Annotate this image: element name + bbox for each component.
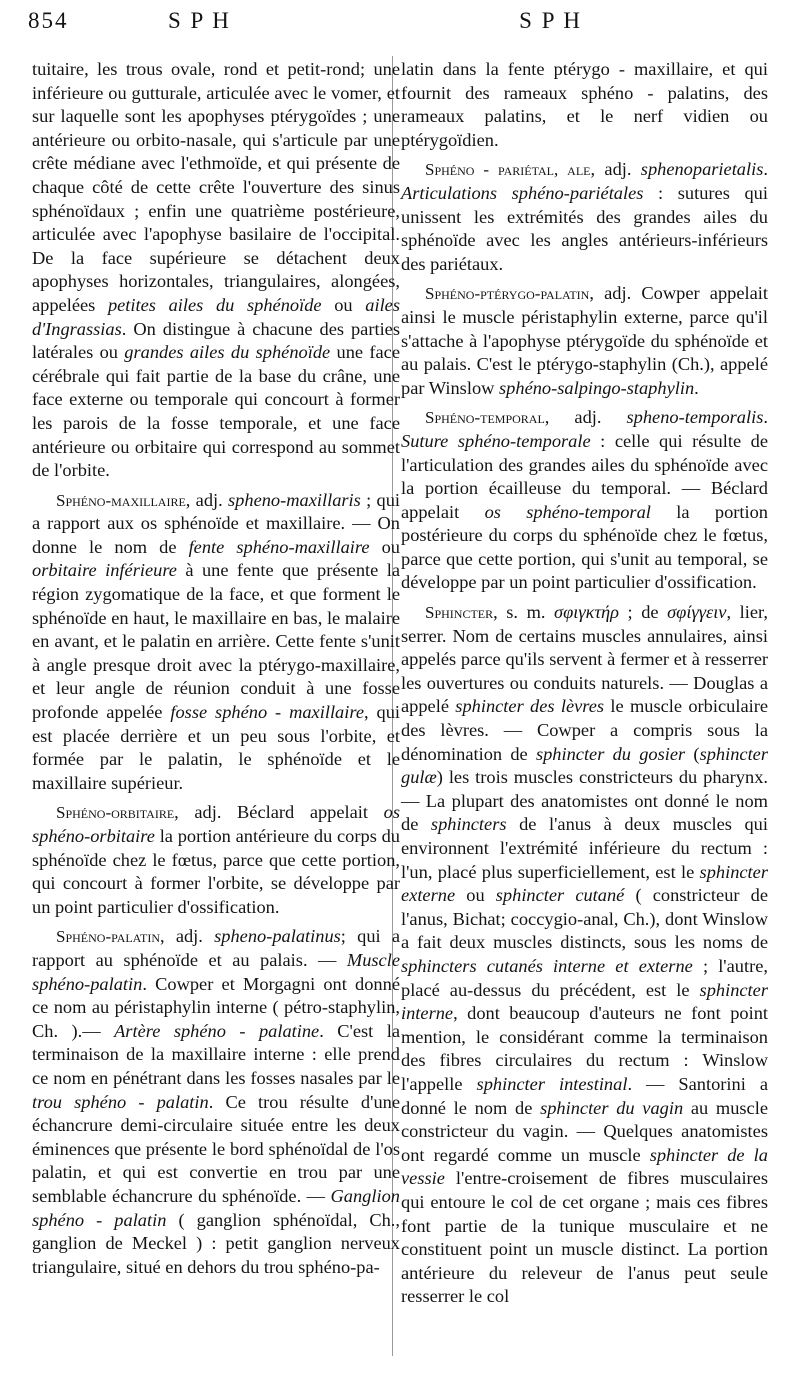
entry-spheno-orbitaire: Sphéno-orbitaire, adj. Béclard appelait os sphéno-orbitaire la portion antérieure du corps du sphénoïde chez le fœtus, parce que cette portion, qui concourt à former l'orbite, se développe par un point particulier d'ossification.	[32, 802, 400, 917]
paragraph-continued: tuitaire, les trous ovale, rond et petit-rond; une inférieure ou gutturale, articulée avec le vomer, et sur laquelle sont les apophyses ptérygoïdes ; une antérieure ou orbito-nasale, qui s'articule par une crête médiane avec l'ethmoïde, et qui présente de chaque côté de cette crête l'ouverture des sinus sphénoïdaux ; enfin une quatrième postérieure, articulée avec l'apophyse basilaire de l'occipital. De la face supérieure se détachent deux apophyses horizontales, triangulaires, alongées, appelées petites ailes du sphénoïde ou ailes d'Ingrassias. On distingue à chacune des parties latérales ou grandes ailes du sphénoïde une face cérébrale qui fait partie de la base du crâne, une face externe ou temporale qui concourt à former les parois de la fosse temporale, et une face antérieure ou orbitaire qui correspond au sommet de l'orbite.	[32, 59, 400, 481]
running-head	[28, 8, 772, 40]
entry-spheno-pterygo-palatin: Sphéno-ptérygo-palatin, adj. Cowper appelait ainsi le muscle péristaphylin externe, parce qu'il s'attache à l'apophyse ptérygoïde du sphénoïde et au palais. C'est le ptérygo-staphylin (Ch.), appelé par Winslow sphéno-salpingo-staphylin.	[401, 283, 768, 398]
headword: Sphéno-ptérygo-palatin	[425, 284, 590, 304]
headword: Sphéno-temporal	[425, 408, 545, 428]
headword: Sphéno-orbitaire	[56, 803, 175, 823]
page-number: 854	[28, 8, 69, 33]
left-column	[32, 58, 400, 1279]
paragraph-continued: latin dans la fente ptérygo - maxillaire, et qui fournit des rameaux sphéno - palatins, des rameaux palatins, et le nerf vidien ou ptérygoïdien.	[401, 59, 768, 150]
headword: Sphéno-maxillaire	[56, 490, 186, 510]
running-head-left: S P H	[168, 8, 231, 33]
headword: Sphincter	[425, 603, 494, 623]
entry-sphincter: Sphincter, s. m. σφιγκτήρ ; de σφίγγειν, lier, serrer. Nom de certains muscles annulaires, ainsi appelés parce qu'ils servent à fermer et à resserrer les ouvertures ou conduits naturels. — Douglas a appelé sphincter des lèvres le muscle orbiculaire des lèvres. — Cowper a compris sous la dénomination de sphincter du gosier (sphincter gulæ) les trois muscles constricteurs du pharynx. — La plupart des anatomistes ont donné le nom de sphincters de l'anus à deux muscles qui environnent l'extrémité inférieure du rectum : l'un, placé plus superficiellement, est le sphincter externe ou sphincter cutané ( constricteur de l'anus, Bichat; coccygio-anal, Ch.), dont Winslow a fait deux muscles distincts, sous les noms de sphincters cutanés interne et externe ; l'autre, placé au-dessus du précédent, est le sphincter interne, dont beaucoup d'auteurs ne font point mention, le considérant comme la terminaison des fibres circulaires du rectum : Winslow l'appelle sphincter intestinal. — Santorini a donné le nom de sphincter du vagin au muscle constricteur du vagin. — Quelques anatomistes ont regardé comme un muscle sphincter de la vessie l'entre-croisement de fibres musculaires qui entoure le col de cet organe ; mais ces fibres font partie de la tunique musculaire et ne constituent point un muscle distinct. La portion antérieure du releveur de l'anus peut seule resserrer le col	[401, 602, 769, 1307]
headword: Sphéno - pariétal, ale	[425, 160, 591, 180]
right-column	[401, 58, 768, 1309]
entry-spheno-parietal: Sphéno - pariétal, ale, adj. sphenoparietalis. Articulations sphéno-pariétales : sutures qui unissent les extrémités des grandes ailes du sphénoïde avec les angles antérieurs-inférieurs des pariétaux.	[401, 159, 768, 274]
entry-spheno-temporal: Sphéno-temporal, adj. spheno-temporalis. Suture sphéno-temporale : celle qui résulte de l'articulation des grandes ailes du sphénoïde avec la portion écailleuse du temporal. — Béclard appelait os sphéno-temporal la portion postérieure du corps du sphénoïde chez le fœtus, parce que cette portion, qui s'unit au temporal, se développe par un point particulier d'ossification.	[401, 407, 768, 593]
running-head-right: S P H	[519, 8, 582, 33]
entry-spheno-palatin: Sphéno-palatin, adj. spheno-palatinus; qui a rapport au sphénoïde et au palais. — Muscle sphéno-palatin. Cowper et Morgagni ont donné ce nom au péristaphylin interne ( pétro-staphylin, Ch. ).— Artère sphéno - palatine. C'est la terminaison de la maxillaire interne : elle prend ce nom en pénétrant dans les fosses nasales par le trou sphéno - palatin. Ce trou résulte d'une échancrure demi-circulaire située entre les deux éminences que présente le bord sphénoïdal de l'os palatin, et qui est convertie en trou par une semblable échancrure du sphénoïde. — Ganglion sphéno - palatin ( ganglion sphénoïdal, Ch., ganglion de Meckel ) : petit ganglion nerveux triangulaire, situé en dehors du trou sphéno-pa-	[32, 926, 401, 1277]
entry-spheno-maxillaire: Sphéno-maxillaire, adj. spheno-maxillaris ; qui a rapport aux os sphénoïde et maxillaire. — On donne le nom de fente sphéno-maxillaire ou orbitaire inférieure à une fente que présente la région zygomatique de la face, et que forment le sphénoïde en haut, le maxillaire en bas, le malaire en avant, et le palatin en arrière. Cette fente s'unit à angle presque droit avec la ptérygo-maxillaire, et leur angle de réunion conduit à une fosse profonde appelée fosse sphéno - maxillaire, qui est placée derrière et un peu sous l'orbite, et formée par le palatin, le sphénoïde et le maxillaire supérieur.	[32, 489, 401, 793]
headword: Sphéno-palatin	[56, 927, 161, 947]
